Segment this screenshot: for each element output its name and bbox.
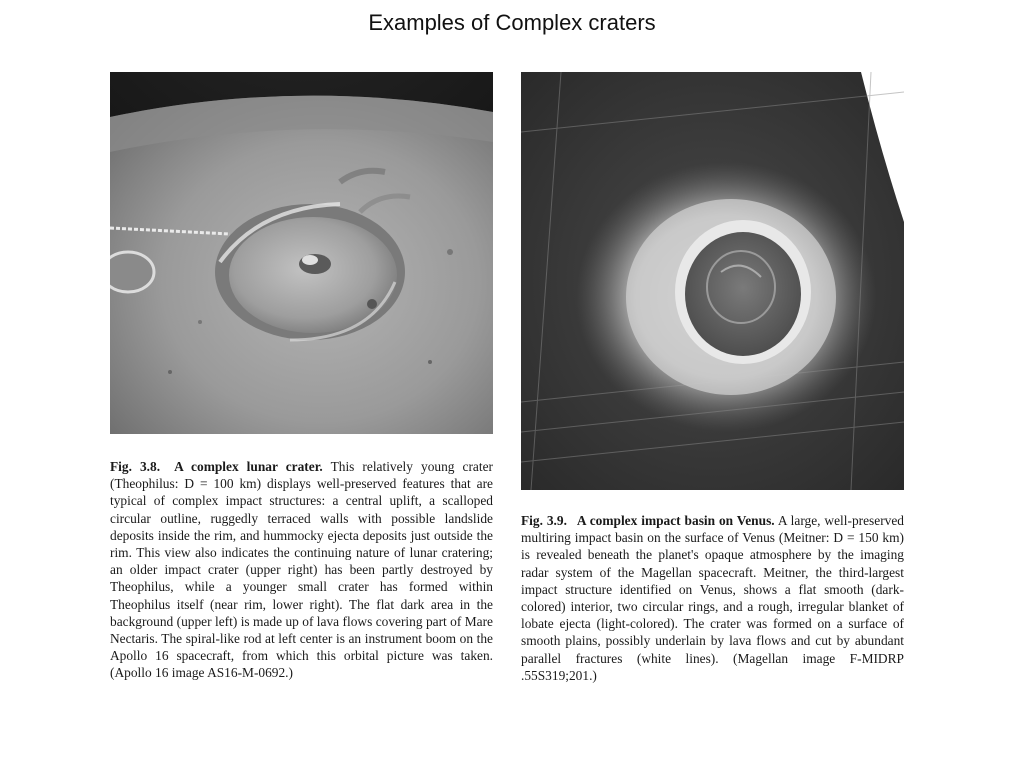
figure-heading: A complex impact basin on Venus. [576,513,775,528]
figure-body-text: A large, well-preserved multiring impact basin on the surface of Venus (Meitner: D = 150 km) is revealed beneath the planet's opaque atmosphere by the imaging radar system of the Magellan spacecraft. Meitner, the third-largest impact structure identified on Venus, shows a flat smooth (dark-colored) interior, two circular rings, and a rough, irregular blanket of lobate ejecta (light-colored). The crater was formed on a surface of smooth plains, possibly underlain by lava flows and cut by abundant parallel fractures (white lines). (Magellan image F-MIDRP .55S319;201.) [521,513,904,683]
figure-heading: A complex lunar crater. [174,459,323,474]
figure-number: Fig. 3.8. [110,459,161,474]
figure-3-9-caption [521,512,904,684]
figure-number: Fig. 3.9. [521,513,567,528]
venus-basin-photo [521,72,904,490]
figure-3-8-caption [110,458,493,682]
slide-title: Examples of Complex craters [368,10,656,35]
lunar-crater-photo [110,72,493,434]
figure-body-text: This relatively young crater (Theophilus: D = 100 km) displays well-preserved features that are typical of complex impact structures: a central uplift, a scalloped circular outline, ruggedly terraced walls with possible landslide deposits inside the rim, and hummocky ejecta deposits just outside the rim. This view also indicates the continuing nature of lunar cratering; an older impact crater (upper right) has been partly destroyed by Theophilus, while a younger small crater has formed within Theophilus itself (near rim, lower right). The flat dark area in the background (upper left) is made up of lava flows covering part of Mare Nectaris. The spiral-like rod at left center is an instrument boom on the Apollo 16 spacecraft, from which this orbital picture was taken. (Apollo 16 image AS16-M-0692.) [110,459,493,681]
